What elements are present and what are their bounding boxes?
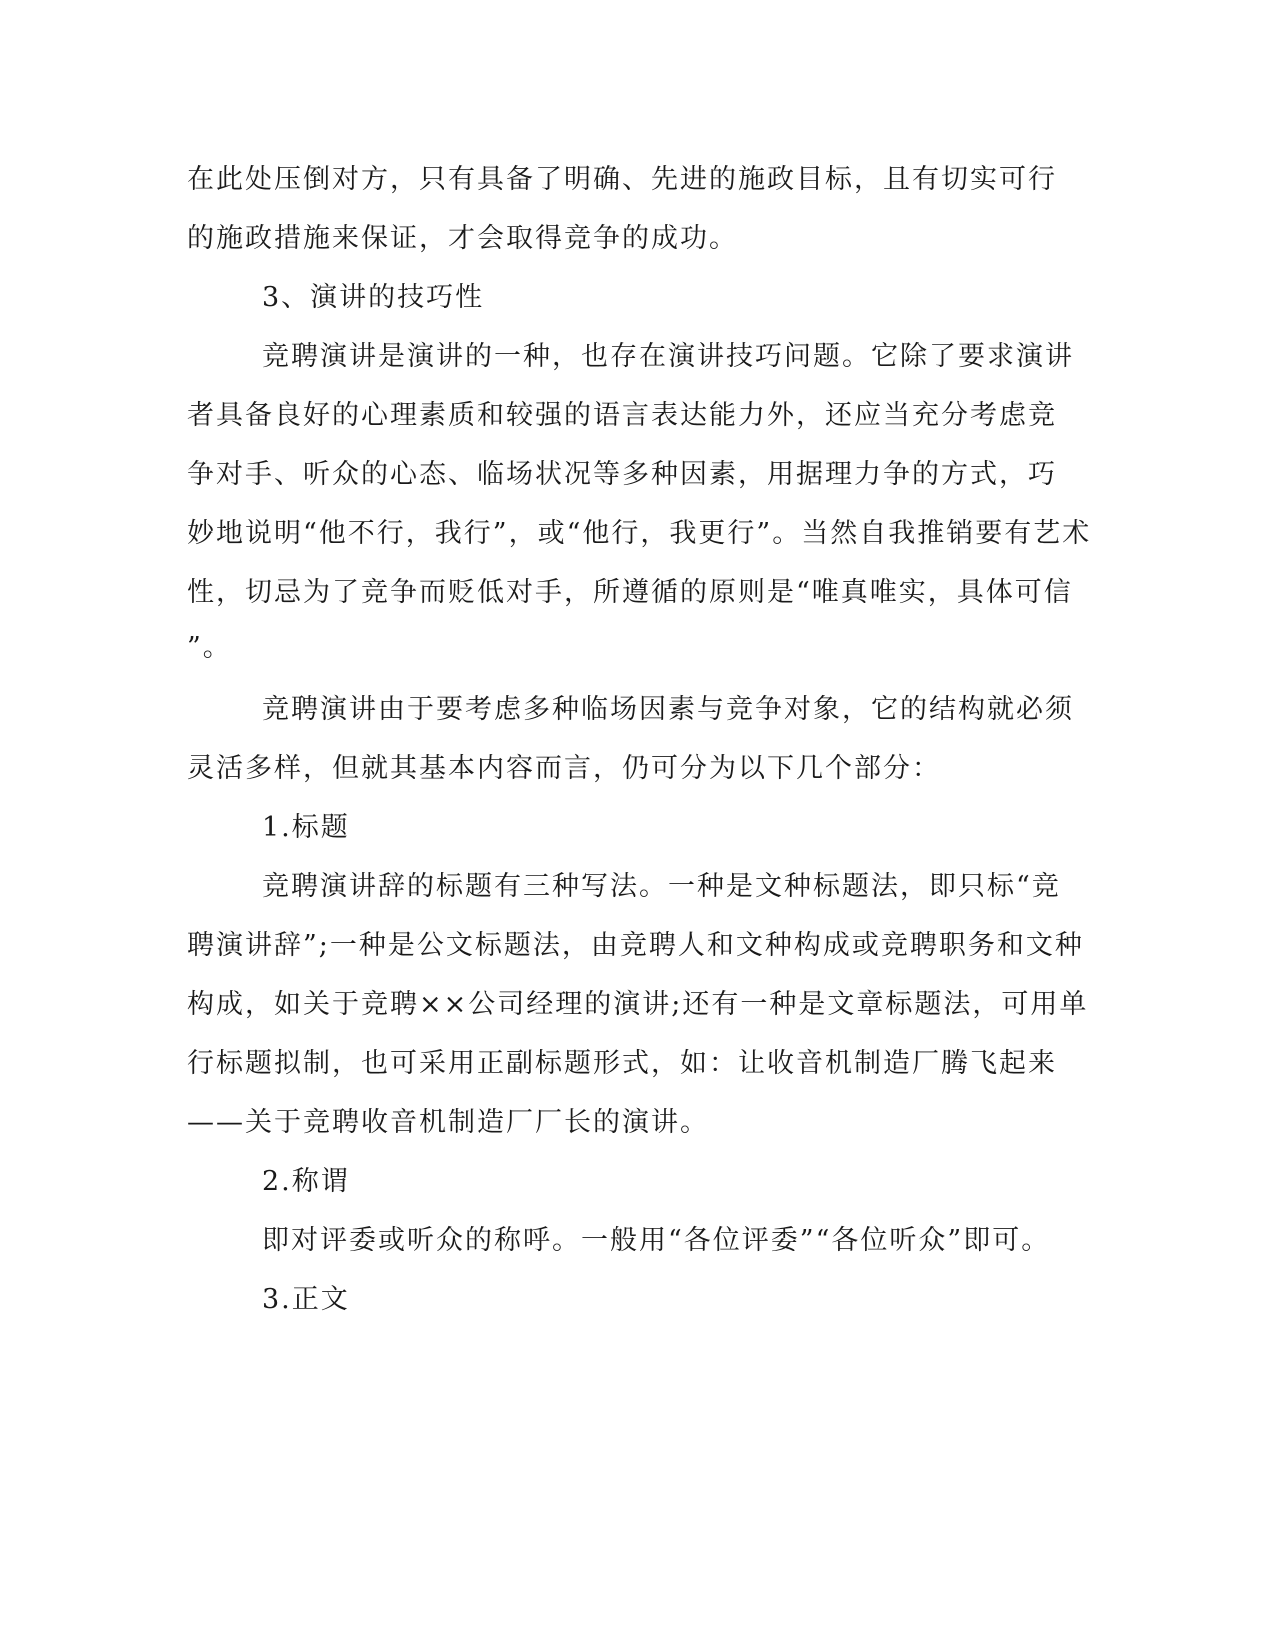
text-line: 构成，如关于竞聘××公司经理的演讲;还有一种是文章标题法，可用单	[187, 989, 1089, 1020]
text-line: 灵活多样，但就其基本内容而言，仍可分为以下几个部分：	[187, 753, 941, 784]
text-line: 性，切忌为了竞争而贬低对手，所遵循的原则是“唯真唯实，具体可信	[187, 577, 1073, 608]
text-line: 竞聘演讲由于要考虑多种临场因素与竞争对象，它的结构就必须	[262, 694, 1074, 725]
section-heading: 3.正文	[262, 1284, 350, 1315]
text-line: ——关于竞聘收音机制造厂厂长的演讲。	[187, 1107, 709, 1138]
text-line: 在此处压倒对方，只有具备了明确、先进的施政目标，且有切实可行	[187, 164, 1057, 195]
section-heading: 3、演讲的技巧性	[262, 282, 485, 313]
section-heading: 2.称谓	[262, 1166, 350, 1197]
text-line: 聘演讲辞”;一种是公文标题法，由竞聘人和文种构成或竞聘职务和文种	[187, 930, 1084, 961]
section-heading: 1.标题	[262, 812, 350, 843]
text-line: 竞聘演讲是演讲的一种，也存在演讲技巧问题。它除了要求演讲	[262, 341, 1074, 372]
text-line: 行标题拟制，也可采用正副标题形式，如：让收音机制造厂腾飞起来	[187, 1048, 1057, 1079]
text-line: 者具备良好的心理素质和较强的语言表达能力外，还应当充分考虑竞	[187, 400, 1057, 431]
text-line: 争对手、听众的心态、临场状况等多种因素，用据理力争的方式，巧	[187, 459, 1057, 490]
text-line: 即对评委或听众的称呼。一般用“各位评委”“各位听众”即可。	[262, 1225, 1051, 1256]
text-line: 妙地说明“他不行，我行”，或“他行，我更行”。当然自我推销要有艺术	[187, 518, 1092, 549]
text-line: ”。	[187, 632, 232, 663]
text-line: 竞聘演讲辞的标题有三种写法。一种是文种标题法，即只标“竞	[262, 871, 1061, 902]
text-line: 的施政措施来保证，才会取得竞争的成功。	[187, 223, 738, 254]
